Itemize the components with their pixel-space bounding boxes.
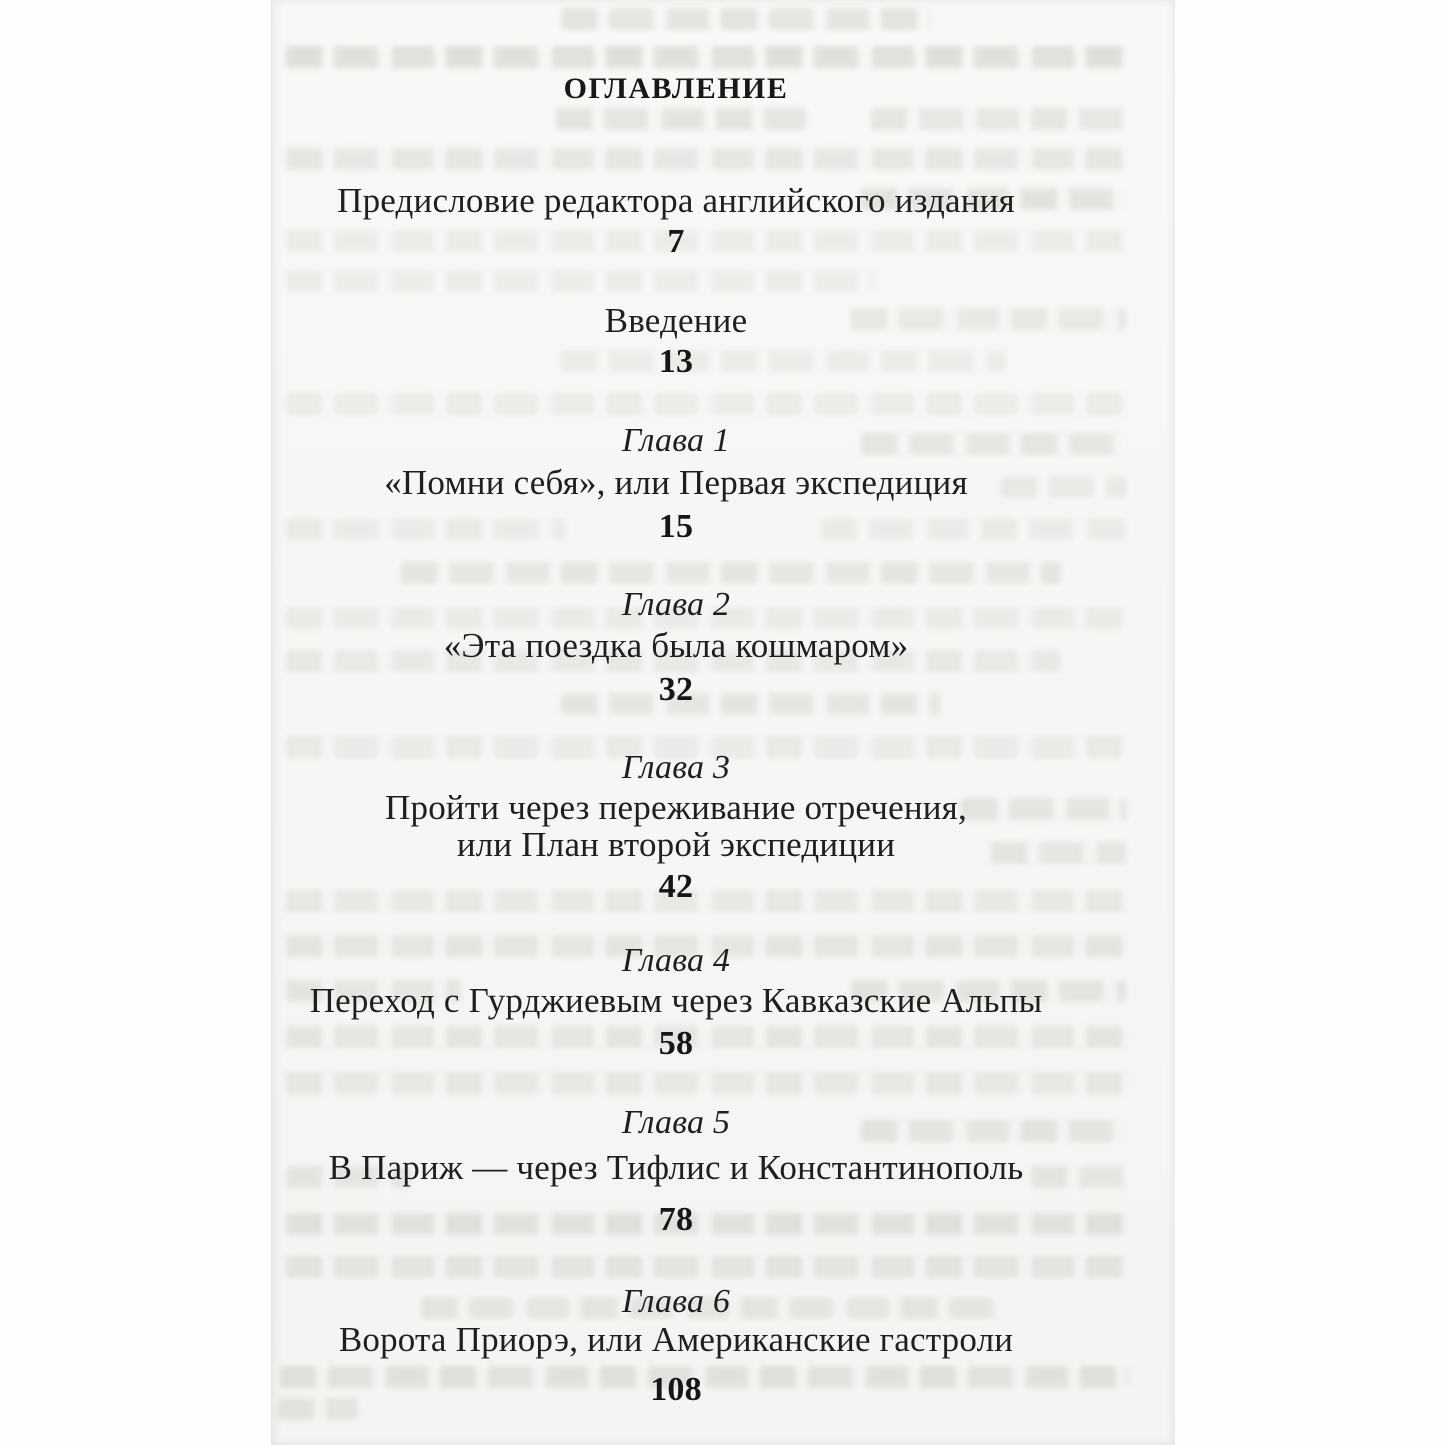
toc-chapter-label: Глава 6 — [621, 1283, 731, 1320]
toc-entry-title: Предисловие редактора английского издания — [337, 181, 1015, 220]
toc-entry-title: или План второй экспедиции — [456, 825, 896, 864]
book-page — [271, 0, 1175, 1445]
toc-page-number: 15 — [658, 508, 694, 545]
toc-page-number: 78 — [658, 1201, 694, 1238]
toc-title: ОГЛАВЛЕНИЕ — [563, 72, 789, 105]
toc-entry-title: Введение — [604, 301, 748, 340]
toc-entry-title: Переход с Гурджиевым через Кавказские Альпы — [309, 981, 1043, 1020]
toc-page-number: 13 — [658, 343, 694, 380]
toc-page-number: 32 — [658, 671, 694, 708]
toc-chapter-label: Глава 1 — [621, 422, 731, 459]
toc-entry-title: Пройти через переживание отречения, — [385, 788, 967, 827]
toc-page-number: 42 — [658, 868, 694, 905]
toc-entry-title: Ворота Приорэ, или Американские гастроли — [338, 1320, 1014, 1359]
table-of-contents — [272, 0, 1080, 1445]
toc-page-number: 7 — [667, 223, 685, 260]
toc-chapter-label: Глава 2 — [621, 586, 731, 623]
toc-chapter-label: Глава 3 — [621, 749, 731, 786]
toc-entry-title: «Эта поездка была кошмаром» — [443, 626, 909, 665]
toc-page-number: 58 — [658, 1025, 694, 1062]
toc-page-number: 108 — [650, 1371, 702, 1408]
toc-entry-title: В Париж — через Тифлис и Константинополь — [328, 1148, 1024, 1187]
toc-chapter-label: Глава 5 — [621, 1104, 731, 1141]
toc-entry-title: «Помни себя», или Первая экспедиция — [384, 463, 968, 502]
toc-chapter-label: Глава 4 — [621, 942, 731, 979]
